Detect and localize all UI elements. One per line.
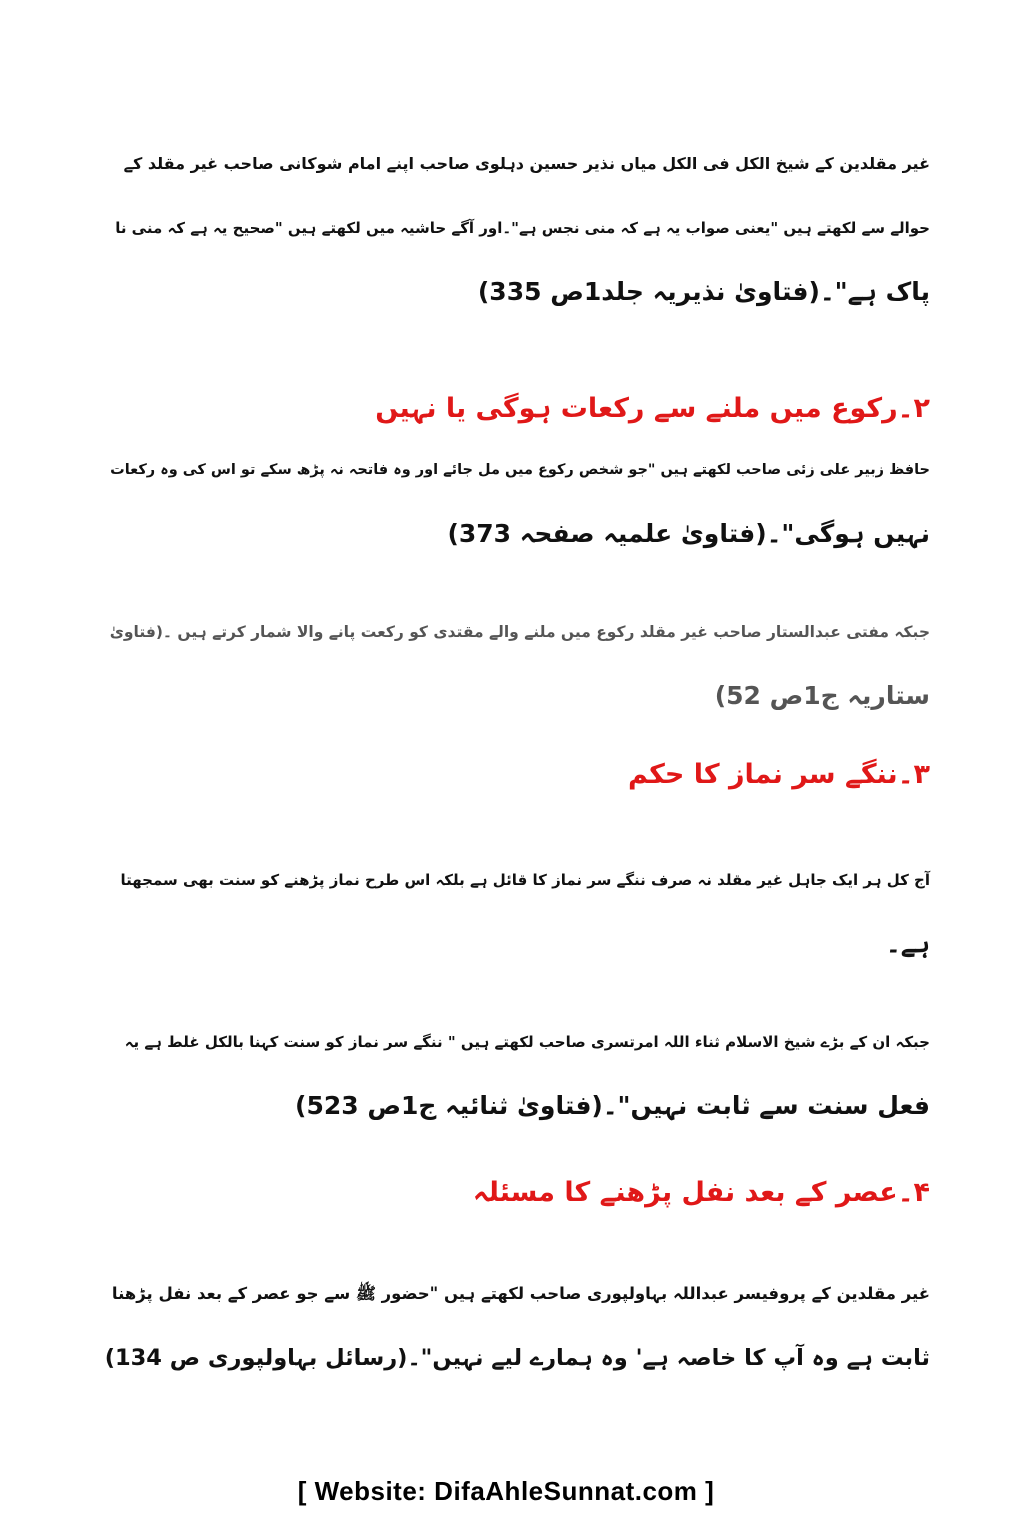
text-line: حوالے سے لکھتے ہیں "یعنی صواب یہ ہے کہ منی نجس ہے"۔اور آگے حاشیہ میں لکھتے ہیں "صحیح یہ ہے کہ منی نا bbox=[115, 219, 930, 237]
paragraph-abdul-sattar bbox=[100, 600, 930, 728]
text-line: جبکہ ان کے بڑے شیخ الاسلام ثناء اللہ امرتسری صاحب لکھتے ہیں " ننگے سر نماز کو سنت کہنا بالکل غلط ہے یہ bbox=[124, 1033, 930, 1051]
text-line: ثابت ہے وہ آپ کا خاصہ ہے' وہ ہمارے لیے نہیں"۔(رسائل بہاولپوری ص 134) bbox=[104, 1345, 930, 1371]
heading-nafl-after-asr: ۴۔عصر کے بعد نفل پڑھنے کا مسئلہ bbox=[472, 1177, 930, 1208]
heading-ruku-rakat: ۲۔رکوع میں ملنے سے رکعات ہوگی یا نہیں bbox=[375, 393, 930, 424]
text-line: پاک ہے"۔(فتاویٰ نذیریہ جلد1ص 335) bbox=[477, 277, 930, 306]
text-line: حافظ زبیر علی زئی صاحب لکھتے ہیں "جو شخص رکوع میں مل جائے اور وہ فاتحہ نہ پڑھ سکے تو اس کی وہ رکعات bbox=[110, 462, 930, 478]
text-line: ہے۔ bbox=[886, 929, 930, 958]
text-line: نہیں ہوگی"۔(فتاویٰ علمیہ صفحہ 373) bbox=[447, 519, 930, 548]
text-line: غیر مقلدین کے شیخ الکل فی الکل میاں نذیر حسین دہلوی صاحب اپنے امام شوکانی صاحب غیر مقلد کے bbox=[123, 154, 930, 173]
paragraph-sanaullah-amritsari bbox=[100, 1010, 930, 1138]
text-line: جبکہ مفتی عبدالستار صاحب غیر مقلد رکوع میں ملنے والے مقتدی کو رکعت پانے والا شمار کرتے ہیں ۔(فتاویٰ bbox=[109, 623, 930, 641]
text-line: فعل سنت سے ثابت نہیں"۔(فتاویٰ ثنائیہ ج1ص 523) bbox=[295, 1091, 930, 1120]
paragraph-bareheaded-belief bbox=[100, 848, 930, 976]
paragraph-semen-ruling bbox=[100, 132, 930, 324]
text-line: غیر مقلدین کے پروفیسر عبداللہ بہاولپوری صاحب لکھتے ہیں "حضور ﷺ سے جو عصر کے بعد نفل پڑھنا bbox=[111, 1284, 930, 1303]
text-line: ستاریہ ج1ص 52) bbox=[714, 681, 930, 710]
text-line: آج کل ہر ایک جاہل غیر مقلد نہ صرف ننگے سر نماز کا قائل ہے بلکہ اس طرح نماز پڑھنے کو سنت بھی سمجھتا bbox=[120, 871, 930, 889]
heading-bareheaded-prayer: ۳۔ننگے سر نماز کا حکم bbox=[627, 759, 930, 790]
website-footer: [ Website: DifaAhleSunnat.com ] bbox=[297, 1476, 715, 1506]
paragraph-zubair-ali-zai bbox=[100, 438, 930, 566]
paragraph-bahawalpuri bbox=[100, 1262, 930, 1390]
